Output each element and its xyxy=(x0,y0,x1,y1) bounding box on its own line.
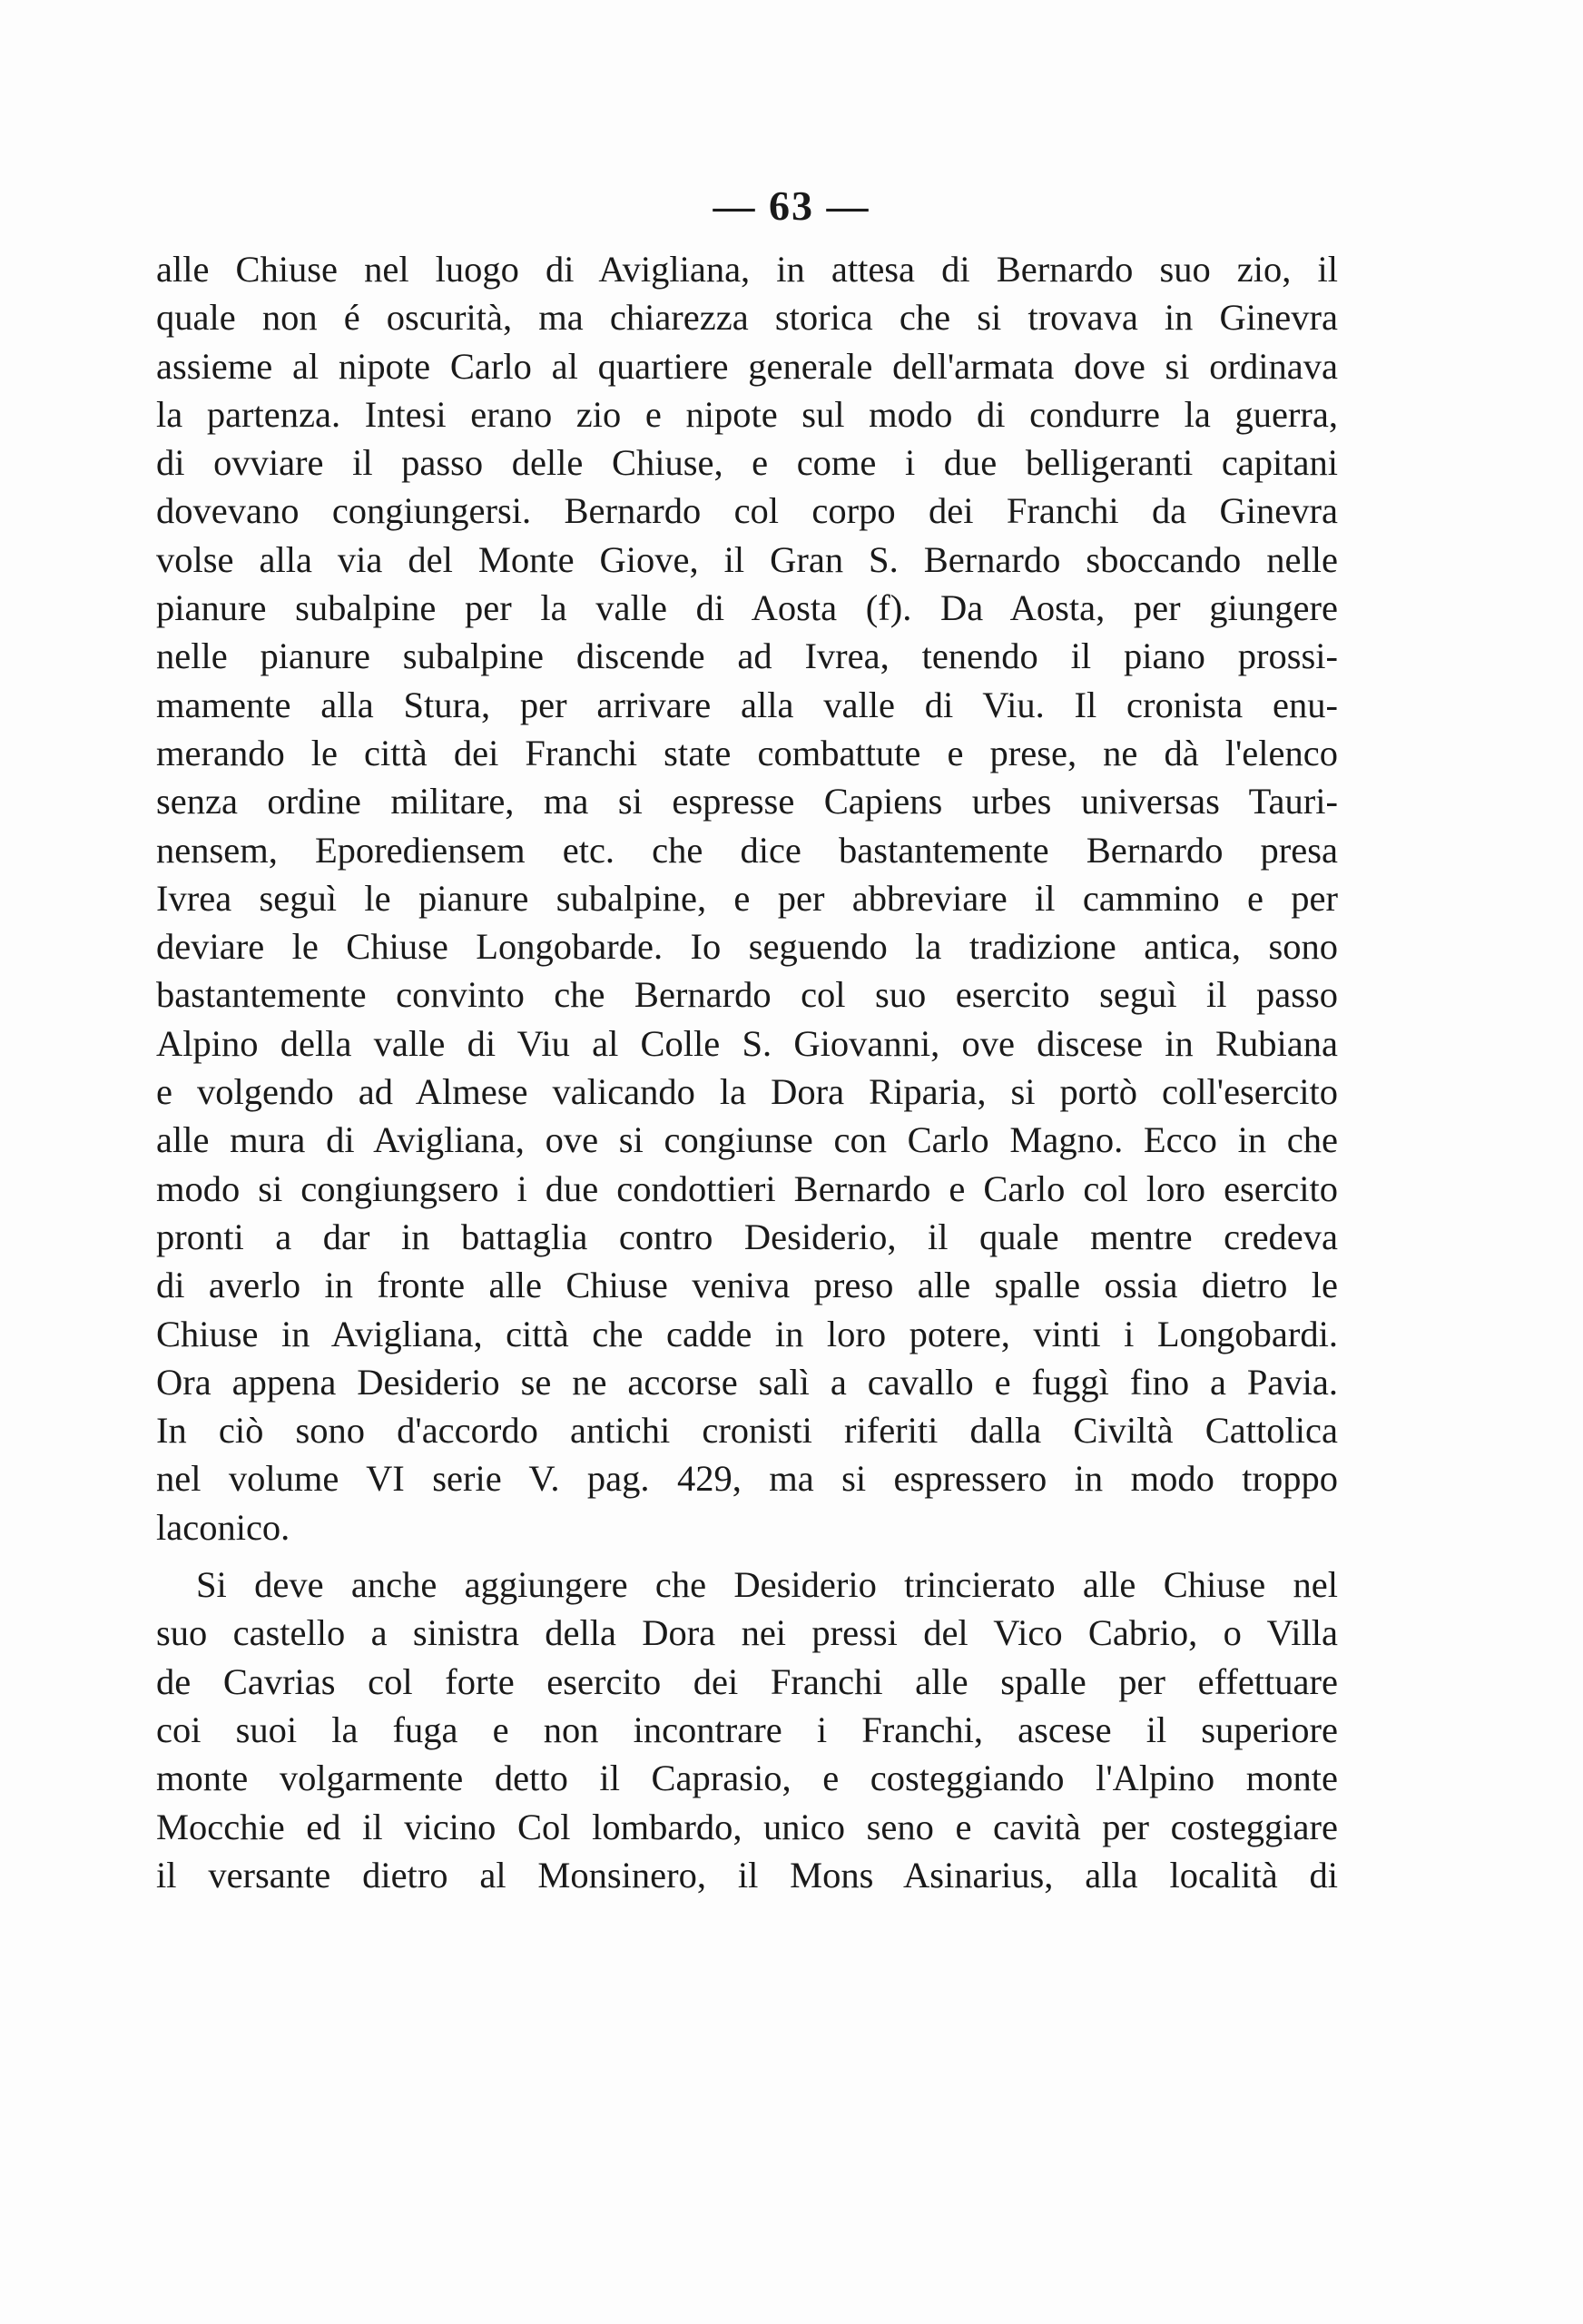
text-line: volse alla via del Monte Giove, il Gran S. Bernardo sboccando nelle xyxy=(156,538,1338,580)
paragraph-2 xyxy=(156,1561,1338,1899)
text-line: di ovviare il passo delle Chiuse, e come i due belligeranti capitani xyxy=(156,442,1338,484)
text-line: Ora appena Desiderio se ne accorse salì a cavallo e fuggì fino a Pavia. xyxy=(156,1361,1338,1403)
text-line: dovevano congiungersi. Bernardo col corpo dei Franchi da Ginevra xyxy=(156,490,1338,532)
text-line: laconico. xyxy=(156,1506,290,1548)
text-line: pronti a dar in battaglia contro Desiderio, il quale mentre credeva xyxy=(156,1216,1338,1257)
body-text xyxy=(156,245,1338,1899)
text-line: senza ordine militare, ma si espresse Capiens urbes universas Tauri- xyxy=(156,781,1338,822)
paragraph-1 xyxy=(156,245,1338,1551)
paragraph-gap xyxy=(156,1551,1338,1561)
text-line: Chiuse in Avigliana, città che cadde in loro potere, vinti i Longobardi. xyxy=(156,1313,1338,1354)
text-line: Alpino della valle di Viu al Colle S. Giovanni, ove discese in Rubiana xyxy=(156,1022,1338,1064)
text-line: quale non é oscurità, ma chiarezza storica che si trovava in Ginevra xyxy=(156,297,1338,339)
text-line: mamente alla Stura, per arrivare alla valle di Viu. Il cronista enu- xyxy=(156,684,1338,725)
page-number: — 63 — xyxy=(713,182,870,229)
text-line: deviare le Chiuse Longobarde. Io seguendo la tradizione antica, sono xyxy=(156,926,1338,968)
text-line: nelle pianure subalpine discende ad Ivrea, tenendo il piano prossi- xyxy=(156,635,1338,677)
text-line: coi suoi la fuga e non incontrare i Franchi, ascese il superiore xyxy=(156,1709,1338,1750)
text-line: di averlo in fronte alle Chiuse veniva preso alle spalle ossia dietro le xyxy=(156,1265,1338,1306)
text-line: In ciò sono d'accordo antichi cronisti riferiti dalla Civiltà Cattolica xyxy=(156,1410,1338,1452)
text-line: monte volgarmente detto il Caprasio, e costeggiando l'Alpino monte xyxy=(156,1758,1338,1799)
text-line: Ivrea seguì le pianure subalpine, e per abbreviare il cammino e per xyxy=(156,877,1338,919)
text-line: e volgendo ad Almese valicando la Dora Riparia, si portò coll'esercito xyxy=(156,1071,1338,1113)
text-line: pianure subalpine per la valle di Aosta (f). Da Aosta, per giungere xyxy=(156,587,1338,629)
text-line: suo castello a sinistra della Dora nei pressi del Vico Cabrio, o Villa xyxy=(156,1612,1338,1654)
text-line: nel volume VI serie V. pag. 429, ma si espressero in modo troppo xyxy=(156,1458,1338,1500)
text-line: Mocchie ed il vicino Col lombardo, unico seno e cavità per costeggiare xyxy=(156,1806,1338,1847)
text-line: Si deve anche aggiungere che Desiderio trincierato alle Chiuse nel xyxy=(196,1564,1338,1606)
text-line: de Cavrias col forte esercito dei Franchi alle spalle per effettuare xyxy=(156,1660,1338,1702)
text-line: assieme al nipote Carlo al quartiere generale dell'armata dove si ordinava xyxy=(156,345,1338,387)
text-line: bastantemente convinto che Bernardo col suo esercito seguì il passo xyxy=(156,974,1338,1016)
text-line: alle Chiuse nel luogo di Avigliana, in attesa di Bernardo suo zio, il xyxy=(156,249,1338,290)
text-line: alle mura di Avigliana, ove si congiunse con Carlo Magno. Ecco in che xyxy=(156,1119,1338,1161)
text-line: nensem, Eporediensem etc. che dice bastantemente Bernardo presa xyxy=(156,829,1338,871)
text-line: il versante dietro al Monsinero, il Mons Asinarius, alla località di xyxy=(156,1854,1338,1896)
text-line: la partenza. Intesi erano zio e nipote sul modo di condurre la guerra, xyxy=(156,393,1338,435)
text-line: modo si congiungsero i due condottieri Bernardo e Carlo col loro esercito xyxy=(156,1167,1338,1209)
text-line: merando le città dei Franchi state combattute e prese, ne dà l'elenco xyxy=(156,732,1338,773)
